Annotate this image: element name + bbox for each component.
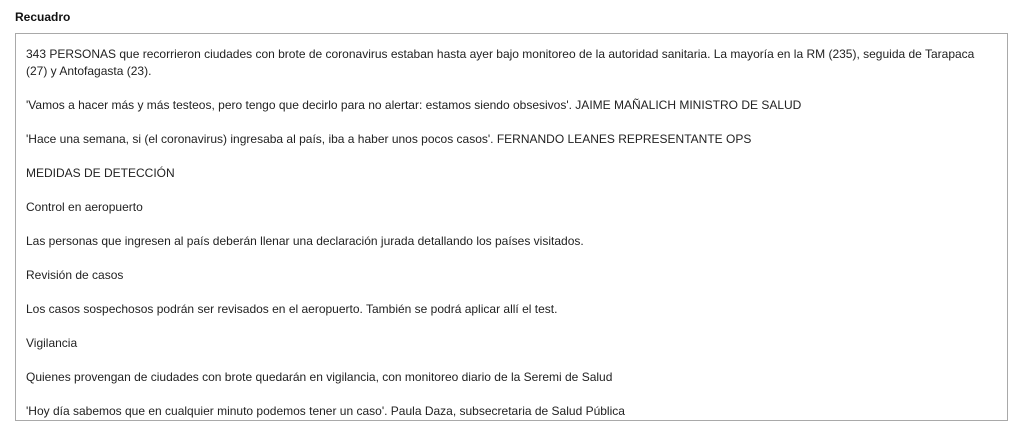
paragraph: Los casos sospechosos podrán ser revisados en el aeropuerto. También se podrá aplicar allí el test. [26, 302, 558, 316]
paragraph: 'Hoy día sabemos que en cualquier minuto podemos tener un caso'. Paula Daza, subsecretaria de Salud Pública [26, 404, 625, 418]
paragraph: 343 PERSONAS que recorrieron ciudades con brote de coronavirus estaban hasta ayer bajo monitoreo de la autoridad sanitaria. La mayoría en la RM (235), seguida de Tarapaca (27) y Antofagasta (23). [26, 47, 975, 78]
recuadro-textarea[interactable] [15, 33, 1008, 421]
paragraph: Las personas que ingresen al país deberán llenar una declaración jurada detallando los países visitados. [26, 234, 584, 248]
paragraph: Revisión de casos [26, 268, 124, 282]
paragraph: Control en aeropuerto [26, 200, 143, 214]
paragraph: 'Vamos a hacer más y más testeos, pero tengo que decirlo para no alertar: estamos siendo obsesivos'. JAIME MAÑALICH MINISTRO DE SALUD [26, 98, 802, 112]
paragraph: Quienes provengan de ciudades con brote quedarán en vigilancia, con monitoreo diario de la Seremi de Salud [26, 370, 613, 384]
paragraph: MEDIDAS DE DETECCIÓN [26, 166, 175, 180]
paragraph: 'Hace una semana, si (el coronavirus) ingresaba al país, iba a haber unos pocos casos'. FERNANDO LEANES REPRESENTANTE OPS [26, 132, 752, 146]
field-label: Recuadro [15, 10, 71, 24]
paragraph: Vigilancia [26, 336, 78, 350]
recuadro-field [15, 9, 1008, 421]
